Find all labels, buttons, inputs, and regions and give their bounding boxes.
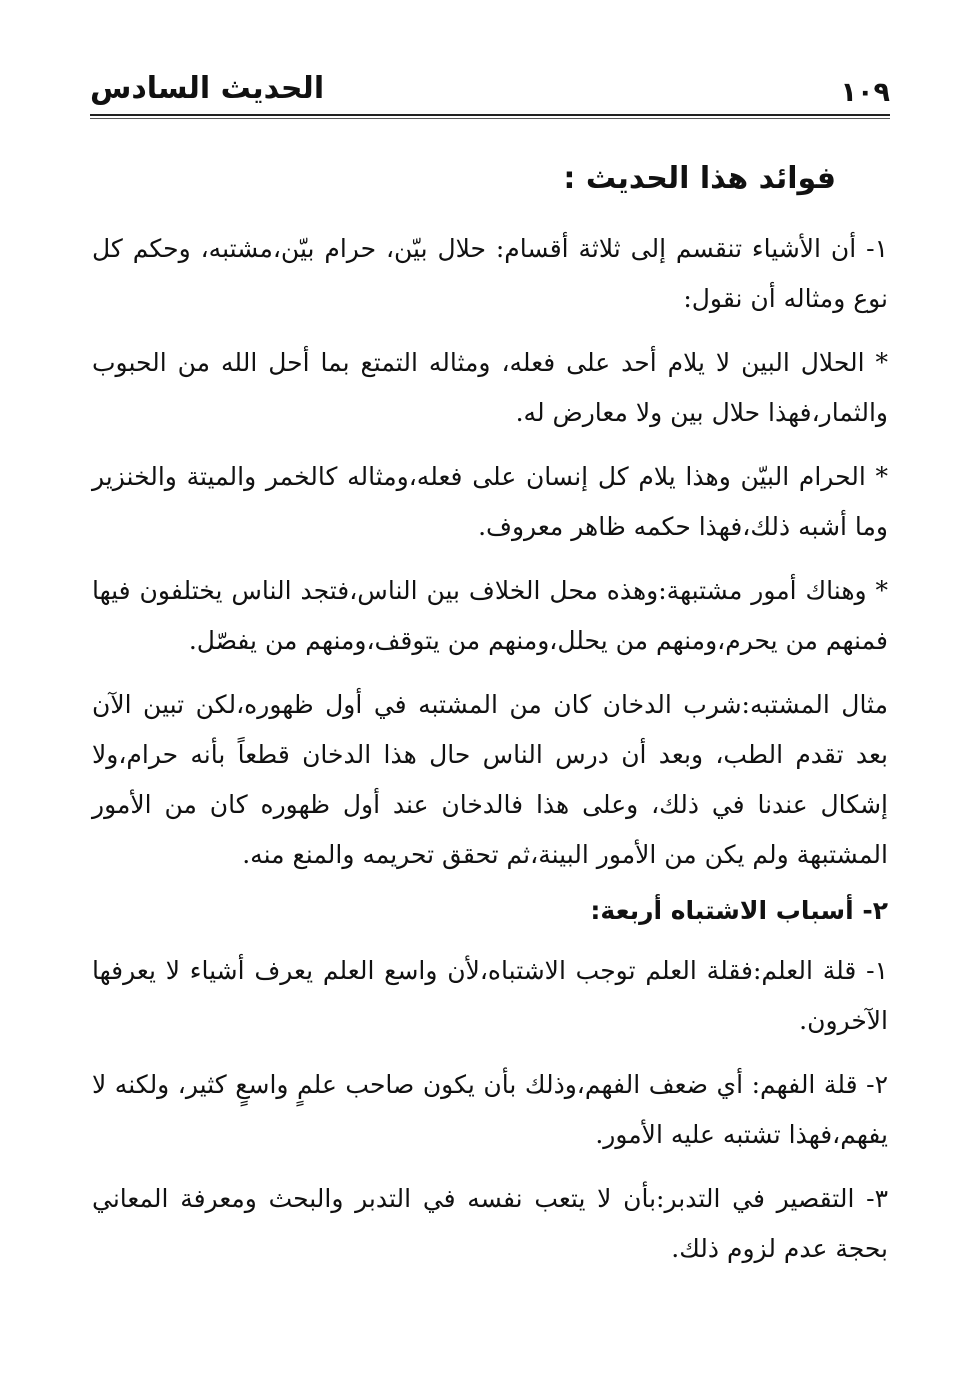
paragraph-doubtful-example: مثال المشتبه:شرب الدخان كان من المشتبه في أول ظهوره،لكن تبين الآن بعد تقدم الطب، وبعد أن درس الناس حال هذا الدخان قطعاً بأنه حرام،ولا إشكال عندنا في ذلك، وعلى هذا فالدخان عند أول ظهوره كان من الأمور المشتبهة ولم يكن من الأمور البينة،ثم تحقق تحريمه والمنع منه.: [92, 690, 888, 869]
paragraph-doubtful-matters: * وهناك أمور مشتبهة:وهذه محل الخلاف بين الناس،فتجد الناس يختلفون فيها فمنهم من يحرم،ومنهم من يحلل،ومنهم من يتوقف،ومنهم من يفصّل.: [92, 576, 888, 655]
cause-item: ٣- التقصير في التدبر:بأن لا يتعب نفسه في التدبر والبحث ومعرفة المعاني بحجة عدم لزوم ذلك.: [92, 1184, 888, 1263]
cause-item: ٢- قلة الفهم: أي ضعف الفهم،وذلك بأن يكون صاحب علمٍ واسعٍ كثير، ولكنه لا يفهم،فهذا تشتبه عليه الأمور.: [92, 1070, 888, 1149]
cause-item: ١- قلة العلم:فقلة العلم توجب الاشتباه،لأن واسع العلم يعرف أشياء لا يعرفها الآخرون.: [92, 956, 888, 1035]
causes-heading: ٢- أسباب الاشتباه أربعة:: [590, 896, 888, 925]
header-divider: [90, 114, 890, 119]
page-body: [92, 150, 888, 1288]
paragraph-clear-haram: * الحرام البيّن وهذا يلام كل إنسان على فعله،ومثاله كالخمر والميتة والخنزير وما أشبه ذلك،فهذا حكمه ظاهر معروف.: [92, 462, 888, 541]
running-header: [90, 70, 890, 112]
paragraph-categories: ١- أن الأشياء تنقسم إلى ثلاثة أقسام: حلال بيّن، حرام بيّن،مشتبه، وحكم كل نوع ومثاله أن نقول:: [92, 234, 888, 313]
paragraph-clear-halal: * الحلال البين لا يلام أحد على فعله، ومثاله التمتع بما أحل الله من الحبوب والثمار،فهذا حلال بين ولا معارض له.: [92, 348, 888, 427]
section-heading: فوائد هذا الحديث :: [563, 161, 836, 196]
chapter-title: الحديث السادس: [90, 71, 325, 106]
page-number: ١٠٩: [840, 77, 890, 108]
